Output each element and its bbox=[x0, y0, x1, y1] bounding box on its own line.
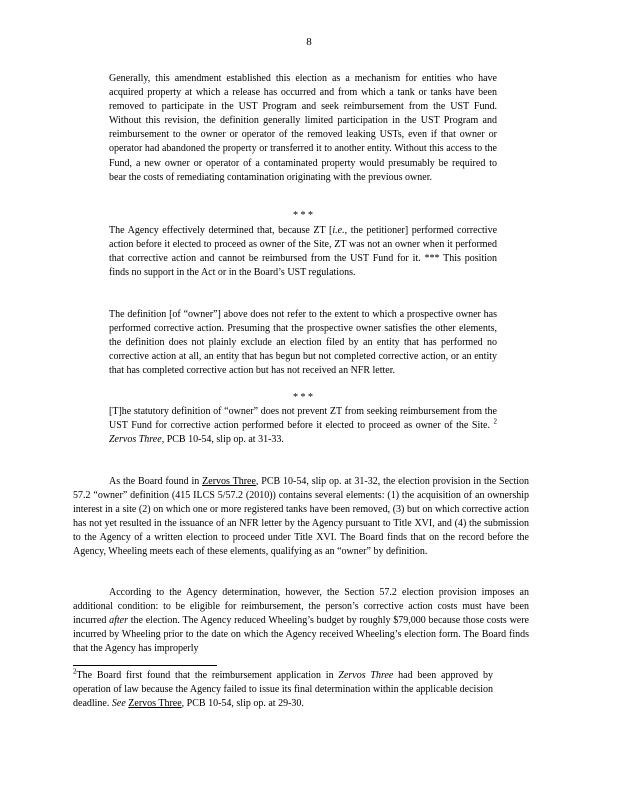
block-quote-separator-2 bbox=[109, 393, 497, 403]
ellipsis-stars: * * * bbox=[293, 210, 313, 221]
footnote-ref: 2 bbox=[493, 417, 498, 426]
quote-text: Generally, this amendment established this election as a mechanism for entities who have acquired property at which a release has occurred and from which a tank or tanks have been removed to participate in the UST Program and seek reimbursement from the UST Fund. Without this revision, the definition generally limited participation in the UST Program and reimbursement to the owner or operator of the removed leaking USTs, even if that owner or operator had abandoned the property or transferred it to another entity. Without this access to the Fund, a new owner or operator of a contaminated property would presumably be required to bear the costs of remediating contamination originating with the previous owner. bbox=[109, 73, 497, 183]
block-quote-separator-1 bbox=[109, 211, 497, 221]
body-paragraph-2 bbox=[73, 586, 529, 656]
ie-abbrev: i.e. bbox=[332, 225, 345, 236]
see-signal: See bbox=[111, 698, 126, 709]
emphasis-after: after bbox=[109, 615, 128, 627]
block-quote-paragraph-1 bbox=[109, 72, 497, 185]
body-text: According to the Agency determination, however, the Section 57.2 election provision imposes an additional condition: to be eligible for reimbursement, the person’s corrective action costs must have been incurred after the election. The Agency reduced Wheeling’s budget by roughly $79,000 because those costs were incurred by Wheeling prior to the date on which the Agency received Wheeling’s election form. The Board finds that the Agency has improperly bbox=[73, 587, 529, 655]
footnote-text: $^2$The Board first found that the reimbursement application in Zervos Three had been approved by operation of law because the Agency failed to issue its final determination within the applicable decision deadline. See Zervos Three, PCB 10-54, slip op. at 29-30. bbox=[73, 667, 494, 709]
case-citation: Zervos Three bbox=[128, 698, 182, 709]
quote-text: [T]he statutory definition of “owner” does not prevent ZT from seeking reimbursement from the UST Fund for corrective action performed before it elected to proceed as owner of the Site. $^2$ Zervos Three, PCB 10-54, slip op. at 31-33. bbox=[109, 406, 498, 446]
case-citation: Zervos Three bbox=[109, 434, 162, 446]
block-quote-paragraph-4 bbox=[109, 405, 497, 447]
block-quote-paragraph-2 bbox=[109, 224, 497, 280]
ellipsis-stars: * * * bbox=[293, 392, 313, 403]
footnote-separator bbox=[73, 665, 217, 666]
footnote-number: 2 bbox=[73, 667, 77, 676]
body-paragraph-1 bbox=[73, 475, 529, 560]
block-quote-paragraph-3 bbox=[109, 308, 497, 378]
quote-text: The definition [of “owner”] above does not refer to the extent to which a prospective owner has performed corrective action. Presuming that the prospective owner satisfies the other elements, the definition does not plainly exclude an election filed by an entity that has performed no corrective action at all, an entity that has begun but not completed corrective action, or an entity that has completed corrective action but has not received an NFR letter. bbox=[109, 309, 497, 377]
case-citation: Zervos Three bbox=[338, 670, 394, 681]
body-text: As the Board found in Zervos Three, PCB 10-54, slip op. at 31-32, the election provision in the Section 57.2 “owner” definition (415 ILCS 5/57.2 (2010)) contains several elements: (1) the acquisition of an ownership interest in a site (2) on which one or more registered tanks have been removed, (3) but on which corrective action has not yet resulted in the issuance of an NFR letter by the Agency pursuant to Title XVI, and (4) the submission to the Agency of a written election to proceed under Title XVI. The Board finds that on the record before the Agency, Wheeling meets each of these elements, qualifying as an “owner” by definition. bbox=[73, 476, 530, 558]
footnote bbox=[73, 669, 493, 711]
page-number: 8 bbox=[306, 36, 312, 48]
case-citation: Zervos Three bbox=[202, 476, 256, 487]
quote-text: The Agency effectively determined that, because ZT [i.e., the petitioner] performed corrective action before it elected to proceed as owner of the Site, ZT was not an owner when it performed that corrective action and cannot be reimbursed from the UST Fund for it. *** This position finds no support in the Act or in the Board’s UST regulations. bbox=[109, 225, 498, 279]
